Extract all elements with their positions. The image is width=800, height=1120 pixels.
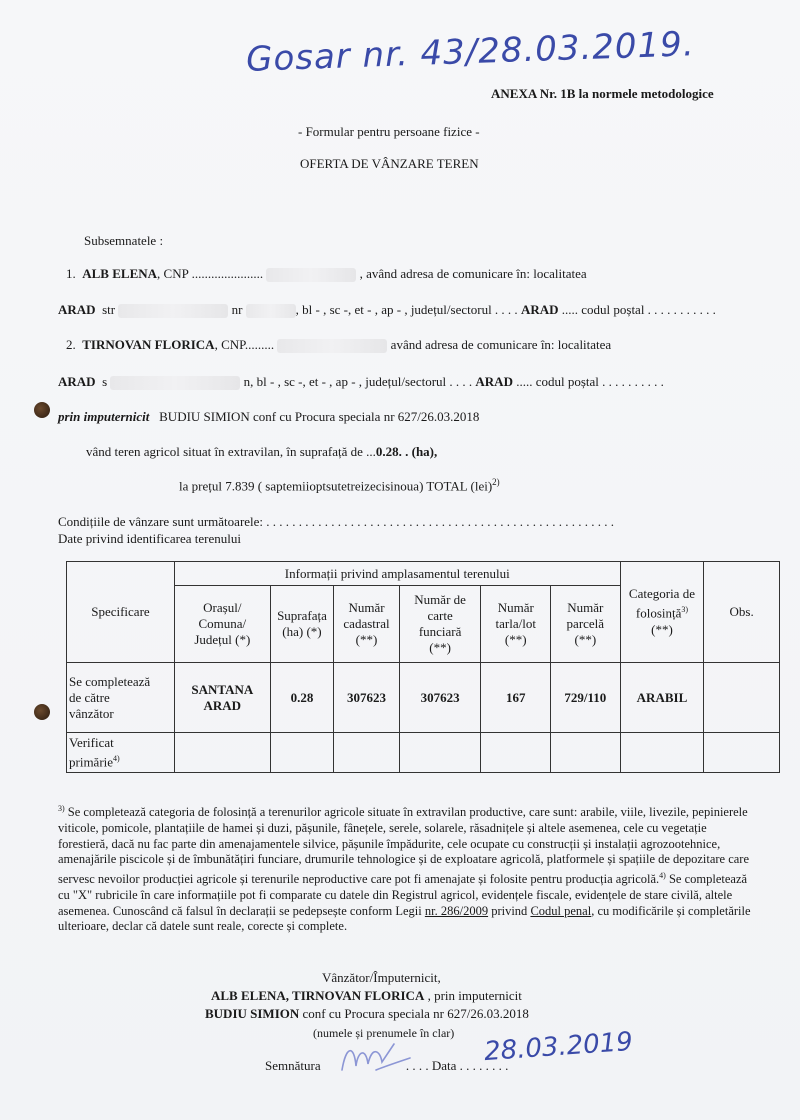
person2-str-label: s [102, 374, 108, 389]
person1-address-line [58, 302, 716, 318]
cell-cadastral: 307623 [334, 663, 400, 733]
header-obs: Obs. [704, 562, 780, 663]
header-carte-funciara: Număr de carte funciară (**) [399, 586, 481, 663]
redacted-number-1 [246, 304, 296, 318]
land-data-title: Date privind identificarea terenului [58, 531, 242, 546]
person1-str-label: str [102, 302, 116, 317]
empty-cell [270, 733, 334, 773]
header-parcela: Număr parcelă (**) [551, 586, 621, 663]
cell-categoria: ARABIL [620, 663, 704, 733]
empty-cell [174, 733, 270, 773]
proxy-text: BUDIU SIMION conf cu Procura speciala nr 627/26.03.2018 [159, 409, 480, 424]
person2-line [66, 337, 611, 353]
signature-caption: (numele și prenumele în clar) [313, 1026, 455, 1040]
intro-text: Subsemnatele : [84, 233, 164, 248]
form-type: - Formular pentru persoane fizice - [298, 124, 480, 139]
price-text: la prețul 7.839 ( saptemiioptsutetreizecisinoua) TOTAL (lei) [179, 478, 493, 494]
footnote-block [58, 801, 758, 935]
row2-label: Verificat primărie$^{4)}$ [67, 733, 175, 773]
redacted-street-1 [118, 304, 228, 318]
signature-names-suffix: , prin imputernicit [424, 988, 522, 1003]
signature-names-line [211, 988, 522, 1004]
person1-name: ALB ELENA [82, 266, 158, 281]
person1-address-details: , bl - , sc -, et - , ap - , județul/sectorul . . . . [295, 302, 518, 317]
proxy-label: prin imputernicit [58, 409, 150, 424]
sale-conditions: Condițiile de vânzare sunt următoarele: . . . . . . . . . . . . . . . . . . . . . . . . . . . . . . . . . . . . . . . . . . . . . . . . . . . . . . [58, 514, 615, 529]
person2-number: 2. [66, 337, 76, 352]
person1-postal: ..... codul poștal . . . . . . . . . . . [561, 302, 716, 317]
handwritten-date: 28.03.2019 [483, 1026, 634, 1068]
sale-line [86, 444, 437, 460]
empty-cell [399, 733, 481, 773]
row1-label: Se completează de către vânzător [67, 663, 175, 733]
person2-address-line [58, 374, 664, 390]
offer-title: OFERTA DE VÂNZARE TEREN [300, 156, 479, 171]
person2-nr-label: n [243, 374, 251, 389]
handwritten-registration-number: Gosar nr. 43/28.03.2019. [245, 24, 696, 80]
sale-area: 0.28. . (ha), [375, 444, 438, 459]
punch-hole-bottom [34, 704, 50, 720]
empty-cell [704, 733, 780, 773]
cell-tarla: 167 [481, 663, 551, 733]
person1-address-intro: , având adresa de comunicare în: localitatea [359, 266, 587, 281]
person2-city: ARAD [58, 374, 96, 389]
signature-proxy: BUDIU SIMION [205, 1006, 300, 1021]
person2-postal: ..... codul poștal . . . . . . . . . . [516, 374, 664, 389]
law-name: Codul penal [530, 903, 592, 918]
handwritten-signature [336, 1040, 414, 1078]
cell-obs [704, 663, 780, 733]
punch-hole-top [34, 402, 50, 418]
header-specificare: Specificare [67, 562, 175, 663]
signature-names: ALB ELENA, TIRNOVAN FLORICA [211, 988, 425, 1003]
sale-text: vând teren agricol situat în extravilan, în suprafață de ... [86, 444, 376, 459]
empty-cell [551, 733, 621, 773]
signature-label: Semnătura [265, 1058, 321, 1073]
redacted-cnp-1 [266, 268, 356, 282]
cell-oras: SANTANA ARAD [174, 663, 270, 733]
redacted-cnp-2 [277, 339, 387, 353]
person2-address-intro: având adresa de comunicare în: localitatea [390, 337, 612, 352]
person1-line [66, 266, 587, 282]
signature-proxy-line [205, 1006, 529, 1022]
empty-cell [481, 733, 551, 773]
header-group: Informații privind amplasamentul terenului [174, 562, 620, 586]
cell-suprafata: 0.28 [270, 663, 334, 733]
header-categoria: Categoria de folosință$^{3)}$ (**) [620, 562, 704, 663]
price-line [179, 477, 500, 494]
person2-cnp-label: , CNP......... [214, 337, 275, 352]
price-footnote-ref: 2) [492, 477, 500, 487]
signature-date-dots: . . . . Data . . . . . . . . [402, 1058, 509, 1073]
law-reference: nr. 286/2009 [424, 903, 489, 918]
table-row [67, 733, 780, 773]
person2-county: ARAD [475, 374, 513, 389]
signature-role: Vânzător/Împuternicit, [322, 970, 441, 985]
proxy-line [58, 409, 479, 425]
person2-address-details: , bl - , sc -, et - , ap - , județul/sectorul . . . . [250, 374, 473, 389]
empty-cell [334, 733, 400, 773]
person1-county: ARAD [520, 302, 559, 317]
header-oras: Orașul/ Comuna/ Județul (*) [174, 586, 270, 663]
empty-cell [620, 733, 704, 773]
annex-title: ANEXA Nr. 1B la normele metodologice [491, 86, 714, 101]
footnote-text: $^{3)}$ Se completează categoria de folosință a terenurilor agricole situate în extravilan productive, care sunt: arabile, viile, livezile, pepinierele viticole, pomicole, plantațiile de hamei și duzi, pășunile, fânețele, serele, solarele, răsadnițele și altele asemenea, cele cu vegetație forestieră, dacă nu fac parte din amenajamentele silvice, pășunile împădurite, cele ocupate cu construcții și instalații agrozootehnice, amenajările piscicole și de îmbunătățiri funciare, drumurile tehnologice și de exploatare agricolă, platformele și spațiile de depozitare care servesc nevoilor producției agricole și terenurile neproductive care pot fi amenajate și folosite pentru producția agricolă.$^{4)}$ Se completează cu "X" rubricile în care informațiile pot fi comparate cu datele din Registrul agricol, evidențele fiscale, evidențele de stare civilă, altele asemenea. Cunoscând că falsul în declarații se pedepsește conform Legii nr. 286/2009 privind Codul penal, cu modificările și completările ulterioare, declar că datele sunt reale, corecte și complete. [58, 804, 751, 934]
land-info-table [66, 561, 780, 773]
person1-nr-label: nr [231, 302, 243, 317]
person2-name: TIRNOVAN FLORICA [82, 337, 215, 352]
header-cadastral: Număr cadastral (**) [334, 586, 400, 663]
header-suprafata: Suprafața (ha) (*) [270, 586, 334, 663]
header-tarla: Număr tarla/lot (**) [481, 586, 551, 663]
table-row [67, 663, 780, 733]
person1-cnp-label: , CNP ...................... [157, 266, 264, 281]
cell-carte-funciara: 307623 [399, 663, 481, 733]
signature-proxy-suffix: conf cu Procura speciala nr 627/26.03.2018 [299, 1006, 529, 1021]
cell-parcela: 729/110 [551, 663, 621, 733]
person1-city: ARAD [58, 302, 96, 317]
redacted-street-2 [110, 376, 240, 390]
person1-number: 1. [66, 266, 76, 281]
